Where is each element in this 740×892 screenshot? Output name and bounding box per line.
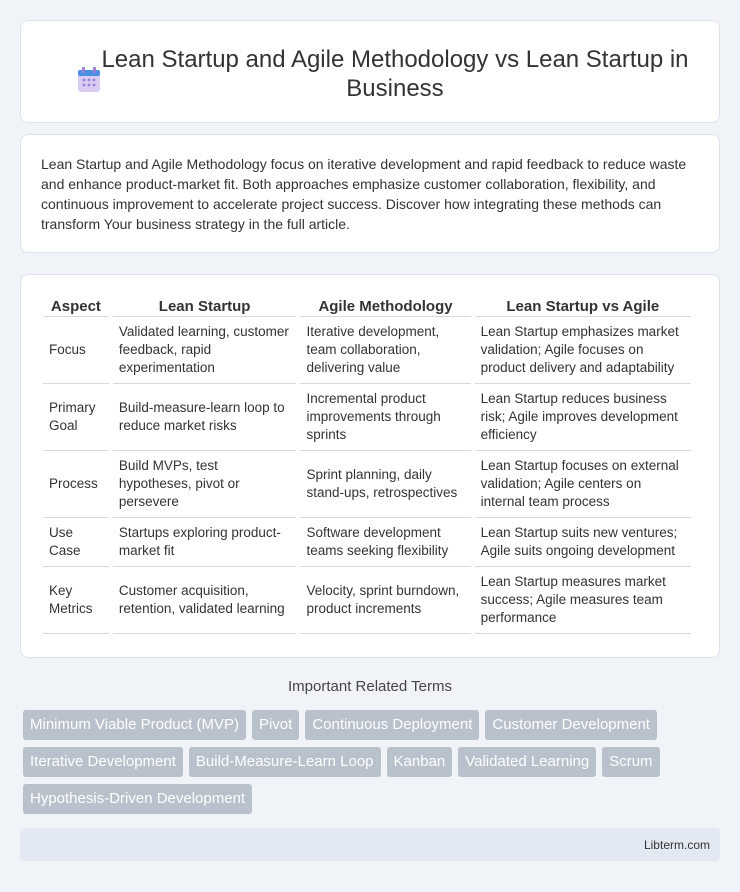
table-row: [43, 317, 691, 384]
table-row: [43, 451, 691, 518]
table-cell: Lean Startup reduces business risk; Agile improves development efficiency: [475, 384, 691, 451]
intro-card: [20, 134, 720, 253]
table-row: [43, 384, 691, 451]
column-header: Aspect: [43, 295, 109, 317]
tag-link[interactable]: Continuous Deployment: [305, 710, 479, 740]
table-cell: Velocity, sprint burndown, product increments: [300, 567, 470, 634]
table-cell: Sprint planning, daily stand-ups, retrospectives: [300, 451, 470, 518]
tag-link[interactable]: Iterative Development: [23, 747, 183, 777]
column-header: Lean Startup vs Agile: [475, 295, 691, 317]
column-header: Agile Methodology: [300, 295, 470, 317]
related-terms-list: [23, 710, 713, 821]
tag-link[interactable]: Pivot: [252, 710, 299, 740]
table-cell: Incremental product improvements through sprints: [300, 384, 470, 451]
table-row: [43, 567, 691, 634]
table-cell: Primary Goal: [43, 384, 109, 451]
comparison-table-card: [20, 274, 720, 658]
tag-link[interactable]: Kanban: [387, 747, 453, 777]
table-cell: Build MVPs, test hypotheses, pivot or persevere: [113, 451, 297, 518]
footer-site-link[interactable]: Libterm.com: [643, 838, 710, 852]
table-cell: Lean Startup suits new ventures; Agile suits ongoing development: [475, 518, 691, 567]
tag-link[interactable]: Build-Measure-Learn Loop: [189, 747, 381, 777]
table-header-row: [43, 295, 691, 317]
related-terms-heading: Important Related Terms: [288, 678, 452, 695]
table-cell: Lean Startup focuses on external validation; Agile centers on internal team process: [475, 451, 691, 518]
tag-link[interactable]: Scrum: [602, 747, 659, 777]
title-card: [20, 20, 720, 123]
table-cell: Lean Startup emphasizes market validation; Agile focuses on product delivery and adaptability: [475, 317, 691, 384]
column-header: Lean Startup: [113, 295, 297, 317]
footer: [20, 828, 720, 861]
comparison-table: [39, 295, 695, 634]
table-cell: Key Metrics: [43, 567, 109, 634]
page-title: Lean Startup and Agile Methodology vs Lean Startup in Business: [101, 46, 689, 102]
tag-link[interactable]: Minimum Viable Product (MVP): [23, 710, 246, 740]
tag-link[interactable]: Customer Development: [485, 710, 657, 740]
tag-link[interactable]: Validated Learning: [458, 747, 596, 777]
table-cell: Focus: [43, 317, 109, 384]
table-cell: Iterative development, team collaboration, delivering value: [300, 317, 470, 384]
table-cell: Use Case: [43, 518, 109, 567]
table-cell: Lean Startup measures market success; Agile measures team performance: [475, 567, 691, 634]
table-cell: Build-measure-learn loop to reduce market risks: [113, 384, 297, 451]
table-cell: Validated learning, customer feedback, rapid experimentation: [113, 317, 297, 384]
table-row: [43, 518, 691, 567]
table-cell: Customer acquisition, retention, validated learning: [113, 567, 297, 634]
table-cell: Startups exploring product-market fit: [113, 518, 297, 567]
intro-text: Lean Startup and Agile Methodology focus on iterative development and rapid feedback to reduce waste and enhance product-market fit. Both approaches emphasize customer collaboration, flexibility, and continuous improvement to accelerate project success. Discover how integrating these methods can transform Your business strategy in the full article.: [41, 156, 687, 232]
table-cell: Process: [43, 451, 109, 518]
tag-link[interactable]: Hypothesis-Driven Development: [23, 784, 252, 814]
table-cell: Software development teams seeking flexibility: [300, 518, 470, 567]
